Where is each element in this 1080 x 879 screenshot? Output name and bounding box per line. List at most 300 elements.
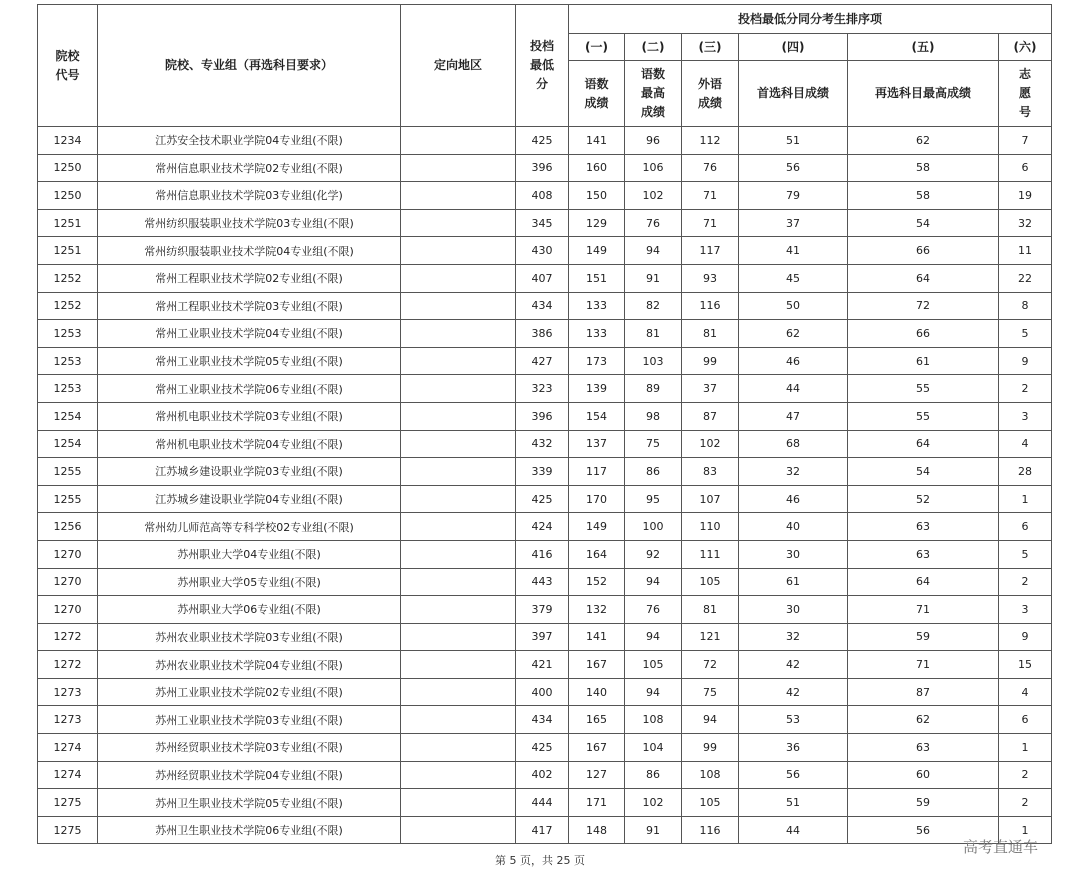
foreign-language-score-cell: 37 bbox=[682, 375, 739, 403]
choice-number-cell: 6 bbox=[999, 513, 1052, 541]
min-score-cell: 323 bbox=[516, 375, 569, 403]
region-cell bbox=[401, 734, 516, 762]
first-subject-score-cell: 44 bbox=[739, 375, 848, 403]
region-cell bbox=[401, 789, 516, 817]
first-subject-score-cell: 46 bbox=[739, 485, 848, 513]
first-subject-score-cell: 46 bbox=[739, 347, 848, 375]
choice-number-cell: 19 bbox=[999, 182, 1052, 210]
choice-number-cell: 28 bbox=[999, 458, 1052, 486]
foreign-language-score-cell: 107 bbox=[682, 485, 739, 513]
college-group-cell: 苏州农业职业技术学院03专业组(不限) bbox=[98, 623, 401, 651]
college-group-cell: 苏州农业职业技术学院04专业组(不限) bbox=[98, 651, 401, 679]
region-cell bbox=[401, 237, 516, 265]
chinese-math-max-cell: 98 bbox=[625, 402, 682, 430]
min-score-cell: 427 bbox=[516, 347, 569, 375]
foreign-language-score-cell: 112 bbox=[682, 127, 739, 155]
college-group-cell: 苏州卫生职业技术学院05专业组(不限) bbox=[98, 789, 401, 817]
table-row bbox=[38, 623, 1052, 651]
second-subject-max-cell: 55 bbox=[848, 402, 999, 430]
college-group-cell: 常州工业职业技术学院04专业组(不限) bbox=[98, 320, 401, 348]
chinese-math-max-cell: 96 bbox=[625, 127, 682, 155]
chinese-math-max-cell: 91 bbox=[625, 264, 682, 292]
header-sub-label: 志愿号 bbox=[999, 61, 1052, 127]
min-score-cell: 339 bbox=[516, 458, 569, 486]
chinese-math-score-cell: 151 bbox=[569, 264, 625, 292]
chinese-math-score-cell: 165 bbox=[569, 706, 625, 734]
college-group-cell: 常州纺织服装职业技术学院04专业组(不限) bbox=[98, 237, 401, 265]
college-code-cell: 1274 bbox=[38, 734, 98, 762]
min-score-cell: 417 bbox=[516, 816, 569, 844]
region-cell bbox=[401, 375, 516, 403]
foreign-language-score-cell: 75 bbox=[682, 678, 739, 706]
chinese-math-max-cell: 95 bbox=[625, 485, 682, 513]
college-code-cell: 1272 bbox=[38, 623, 98, 651]
region-cell bbox=[401, 761, 516, 789]
region-cell bbox=[401, 568, 516, 596]
chinese-math-max-cell: 76 bbox=[625, 596, 682, 624]
foreign-language-score-cell: 116 bbox=[682, 292, 739, 320]
table-row bbox=[38, 209, 1052, 237]
college-code-cell: 1255 bbox=[38, 485, 98, 513]
page-number: 第 5 页，共 25 页 bbox=[495, 854, 585, 867]
second-subject-max-cell: 66 bbox=[848, 237, 999, 265]
header-name: 院校、专业组（再选科目要求） bbox=[98, 5, 401, 127]
college-code-cell: 1275 bbox=[38, 816, 98, 844]
first-subject-score-cell: 79 bbox=[739, 182, 848, 210]
choice-number-cell: 32 bbox=[999, 209, 1052, 237]
min-score-cell: 424 bbox=[516, 513, 569, 541]
chinese-math-max-cell: 108 bbox=[625, 706, 682, 734]
college-code-cell: 1270 bbox=[38, 568, 98, 596]
chinese-math-score-cell: 167 bbox=[569, 651, 625, 679]
choice-number-cell: 5 bbox=[999, 540, 1052, 568]
chinese-math-max-cell: 82 bbox=[625, 292, 682, 320]
second-subject-max-cell: 52 bbox=[848, 485, 999, 513]
region-cell bbox=[401, 485, 516, 513]
college-code-cell: 1272 bbox=[38, 651, 98, 679]
table-row bbox=[38, 596, 1052, 624]
college-group-cell: 苏州经贸职业技术学院03专业组(不限) bbox=[98, 734, 401, 762]
choice-number-cell: 4 bbox=[999, 430, 1052, 458]
foreign-language-score-cell: 76 bbox=[682, 154, 739, 182]
first-subject-score-cell: 30 bbox=[739, 540, 848, 568]
chinese-math-max-cell: 102 bbox=[625, 789, 682, 817]
foreign-language-score-cell: 81 bbox=[682, 596, 739, 624]
header-code: 院校代号 bbox=[38, 5, 98, 127]
first-subject-score-cell: 56 bbox=[739, 154, 848, 182]
region-cell bbox=[401, 540, 516, 568]
college-group-cell: 苏州工业职业技术学院02专业组(不限) bbox=[98, 678, 401, 706]
min-score-cell: 408 bbox=[516, 182, 569, 210]
second-subject-max-cell: 63 bbox=[848, 513, 999, 541]
college-group-cell: 常州纺织服装职业技术学院03专业组(不限) bbox=[98, 209, 401, 237]
min-score-cell: 443 bbox=[516, 568, 569, 596]
college-group-cell: 常州幼儿师范高等专科学校02专业组(不限) bbox=[98, 513, 401, 541]
foreign-language-score-cell: 87 bbox=[682, 402, 739, 430]
min-score-cell: 386 bbox=[516, 320, 569, 348]
foreign-language-score-cell: 116 bbox=[682, 816, 739, 844]
table-row bbox=[38, 678, 1052, 706]
choice-number-cell: 8 bbox=[999, 292, 1052, 320]
choice-number-cell: 9 bbox=[999, 623, 1052, 651]
second-subject-max-cell: 59 bbox=[848, 789, 999, 817]
college-group-cell: 苏州职业大学05专业组(不限) bbox=[98, 568, 401, 596]
min-score-cell: 421 bbox=[516, 651, 569, 679]
foreign-language-score-cell: 83 bbox=[682, 458, 739, 486]
region-cell bbox=[401, 623, 516, 651]
second-subject-max-cell: 87 bbox=[848, 678, 999, 706]
chinese-math-score-cell: 160 bbox=[569, 154, 625, 182]
table-row bbox=[38, 264, 1052, 292]
college-code-cell: 1255 bbox=[38, 458, 98, 486]
header-sub-label: 外语成绩 bbox=[682, 61, 739, 127]
header-sub-num: (二) bbox=[625, 34, 682, 61]
choice-number-cell: 1 bbox=[999, 485, 1052, 513]
second-subject-max-cell: 58 bbox=[848, 182, 999, 210]
first-subject-score-cell: 56 bbox=[739, 761, 848, 789]
first-subject-score-cell: 47 bbox=[739, 402, 848, 430]
min-score-cell: 400 bbox=[516, 678, 569, 706]
chinese-math-score-cell: 173 bbox=[569, 347, 625, 375]
chinese-math-max-cell: 81 bbox=[625, 320, 682, 348]
region-cell bbox=[401, 127, 516, 155]
first-subject-score-cell: 42 bbox=[739, 678, 848, 706]
college-code-cell: 1253 bbox=[38, 375, 98, 403]
choice-number-cell: 2 bbox=[999, 375, 1052, 403]
region-cell bbox=[401, 347, 516, 375]
min-score-cell: 396 bbox=[516, 154, 569, 182]
min-score-cell: 402 bbox=[516, 761, 569, 789]
foreign-language-score-cell: 110 bbox=[682, 513, 739, 541]
first-subject-score-cell: 51 bbox=[739, 127, 848, 155]
second-subject-max-cell: 62 bbox=[848, 706, 999, 734]
chinese-math-score-cell: 133 bbox=[569, 292, 625, 320]
region-cell bbox=[401, 816, 516, 844]
region-cell bbox=[401, 292, 516, 320]
college-group-cell: 江苏城乡建设职业学院03专业组(不限) bbox=[98, 458, 401, 486]
college-code-cell: 1273 bbox=[38, 678, 98, 706]
chinese-math-max-cell: 89 bbox=[625, 375, 682, 403]
region-cell bbox=[401, 430, 516, 458]
table-row bbox=[38, 706, 1052, 734]
choice-number-cell: 2 bbox=[999, 789, 1052, 817]
min-score-cell: 379 bbox=[516, 596, 569, 624]
foreign-language-score-cell: 99 bbox=[682, 347, 739, 375]
college-code-cell: 1251 bbox=[38, 209, 98, 237]
second-subject-max-cell: 59 bbox=[848, 623, 999, 651]
foreign-language-score-cell: 117 bbox=[682, 237, 739, 265]
second-subject-max-cell: 61 bbox=[848, 347, 999, 375]
region-cell bbox=[401, 651, 516, 679]
college-group-cell: 苏州经贸职业技术学院04专业组(不限) bbox=[98, 761, 401, 789]
chinese-math-max-cell: 94 bbox=[625, 678, 682, 706]
second-subject-max-cell: 64 bbox=[848, 430, 999, 458]
chinese-math-max-cell: 102 bbox=[625, 182, 682, 210]
first-subject-score-cell: 45 bbox=[739, 264, 848, 292]
second-subject-max-cell: 60 bbox=[848, 761, 999, 789]
min-score-cell: 425 bbox=[516, 734, 569, 762]
chinese-math-max-cell: 94 bbox=[625, 623, 682, 651]
chinese-math-score-cell: 127 bbox=[569, 761, 625, 789]
second-subject-max-cell: 54 bbox=[848, 458, 999, 486]
chinese-math-score-cell: 148 bbox=[569, 816, 625, 844]
chinese-math-max-cell: 92 bbox=[625, 540, 682, 568]
first-subject-score-cell: 44 bbox=[739, 816, 848, 844]
region-cell bbox=[401, 182, 516, 210]
college-code-cell: 1234 bbox=[38, 127, 98, 155]
chinese-math-score-cell: 132 bbox=[569, 596, 625, 624]
header-sub-num: (三) bbox=[682, 34, 739, 61]
foreign-language-score-cell: 102 bbox=[682, 430, 739, 458]
first-subject-score-cell: 40 bbox=[739, 513, 848, 541]
foreign-language-score-cell: 105 bbox=[682, 789, 739, 817]
choice-number-cell: 1 bbox=[999, 734, 1052, 762]
header-sub-num: (五) bbox=[848, 34, 999, 61]
chinese-math-score-cell: 152 bbox=[569, 568, 625, 596]
header-sub-label: 首选科目成绩 bbox=[739, 61, 848, 127]
chinese-math-max-cell: 94 bbox=[625, 237, 682, 265]
choice-number-cell: 1 bbox=[999, 816, 1052, 844]
foreign-language-score-cell: 105 bbox=[682, 568, 739, 596]
table-row bbox=[38, 237, 1052, 265]
chinese-math-max-cell: 106 bbox=[625, 154, 682, 182]
table-row bbox=[38, 816, 1052, 844]
college-code-cell: 1254 bbox=[38, 402, 98, 430]
second-subject-max-cell: 71 bbox=[848, 651, 999, 679]
chinese-math-score-cell: 133 bbox=[569, 320, 625, 348]
chinese-math-score-cell: 139 bbox=[569, 375, 625, 403]
min-score-cell: 416 bbox=[516, 540, 569, 568]
chinese-math-score-cell: 117 bbox=[569, 458, 625, 486]
first-subject-score-cell: 36 bbox=[739, 734, 848, 762]
choice-number-cell: 2 bbox=[999, 761, 1052, 789]
choice-number-cell: 3 bbox=[999, 596, 1052, 624]
min-score-cell: 425 bbox=[516, 127, 569, 155]
first-subject-score-cell: 32 bbox=[739, 458, 848, 486]
foreign-language-score-cell: 99 bbox=[682, 734, 739, 762]
choice-number-cell: 6 bbox=[999, 706, 1052, 734]
second-subject-max-cell: 66 bbox=[848, 320, 999, 348]
college-code-cell: 1253 bbox=[38, 320, 98, 348]
table-row bbox=[38, 568, 1052, 596]
chinese-math-max-cell: 86 bbox=[625, 458, 682, 486]
college-code-cell: 1256 bbox=[38, 513, 98, 541]
chinese-math-score-cell: 129 bbox=[569, 209, 625, 237]
chinese-math-max-cell: 86 bbox=[625, 761, 682, 789]
table-row bbox=[38, 485, 1052, 513]
region-cell bbox=[401, 402, 516, 430]
college-code-cell: 1274 bbox=[38, 761, 98, 789]
chinese-math-score-cell: 171 bbox=[569, 789, 625, 817]
college-code-cell: 1254 bbox=[38, 430, 98, 458]
min-score-cell: 432 bbox=[516, 430, 569, 458]
college-code-cell: 1250 bbox=[38, 182, 98, 210]
header-sub-num: (一) bbox=[569, 34, 625, 61]
second-subject-max-cell: 63 bbox=[848, 540, 999, 568]
choice-number-cell: 6 bbox=[999, 154, 1052, 182]
foreign-language-score-cell: 81 bbox=[682, 320, 739, 348]
second-subject-max-cell: 63 bbox=[848, 734, 999, 762]
second-subject-max-cell: 55 bbox=[848, 375, 999, 403]
second-subject-max-cell: 54 bbox=[848, 209, 999, 237]
second-subject-max-cell: 72 bbox=[848, 292, 999, 320]
table-row bbox=[38, 458, 1052, 486]
first-subject-score-cell: 41 bbox=[739, 237, 848, 265]
college-code-cell: 1275 bbox=[38, 789, 98, 817]
second-subject-max-cell: 64 bbox=[848, 264, 999, 292]
college-group-cell: 常州信息职业技术学院03专业组(化学) bbox=[98, 182, 401, 210]
choice-number-cell: 7 bbox=[999, 127, 1052, 155]
second-subject-max-cell: 71 bbox=[848, 596, 999, 624]
chinese-math-max-cell: 104 bbox=[625, 734, 682, 762]
second-subject-max-cell: 62 bbox=[848, 127, 999, 155]
foreign-language-score-cell: 121 bbox=[682, 623, 739, 651]
chinese-math-score-cell: 141 bbox=[569, 623, 625, 651]
college-group-cell: 苏州工业职业技术学院03专业组(不限) bbox=[98, 706, 401, 734]
header-region: 定向地区 bbox=[401, 5, 516, 127]
choice-number-cell: 15 bbox=[999, 651, 1052, 679]
header-min-score: 投档最低分 bbox=[516, 5, 569, 127]
region-cell bbox=[401, 458, 516, 486]
foreign-language-score-cell: 71 bbox=[682, 182, 739, 210]
table-row bbox=[38, 182, 1052, 210]
region-cell bbox=[401, 264, 516, 292]
chinese-math-score-cell: 140 bbox=[569, 678, 625, 706]
choice-number-cell: 22 bbox=[999, 264, 1052, 292]
table-row bbox=[38, 513, 1052, 541]
foreign-language-score-cell: 94 bbox=[682, 706, 739, 734]
min-score-cell: 444 bbox=[516, 789, 569, 817]
college-group-cell: 苏州卫生职业技术学院06专业组(不限) bbox=[98, 816, 401, 844]
region-cell bbox=[401, 678, 516, 706]
first-subject-score-cell: 53 bbox=[739, 706, 848, 734]
table-row bbox=[38, 320, 1052, 348]
chinese-math-score-cell: 141 bbox=[569, 127, 625, 155]
college-code-cell: 1252 bbox=[38, 292, 98, 320]
min-score-cell: 345 bbox=[516, 209, 569, 237]
college-code-cell: 1270 bbox=[38, 540, 98, 568]
chinese-math-max-cell: 105 bbox=[625, 651, 682, 679]
table-body bbox=[38, 127, 1052, 844]
chinese-math-max-cell: 75 bbox=[625, 430, 682, 458]
table-row bbox=[38, 402, 1052, 430]
first-subject-score-cell: 62 bbox=[739, 320, 848, 348]
header-sub-num: (四) bbox=[739, 34, 848, 61]
chinese-math-max-cell: 100 bbox=[625, 513, 682, 541]
min-score-cell: 434 bbox=[516, 706, 569, 734]
choice-number-cell: 4 bbox=[999, 678, 1052, 706]
college-group-cell: 常州工业职业技术学院06专业组(不限) bbox=[98, 375, 401, 403]
college-code-cell: 1252 bbox=[38, 264, 98, 292]
foreign-language-score-cell: 93 bbox=[682, 264, 739, 292]
min-score-cell: 396 bbox=[516, 402, 569, 430]
college-group-cell: 常州工程职业技术学院03专业组(不限) bbox=[98, 292, 401, 320]
chinese-math-max-cell: 91 bbox=[625, 816, 682, 844]
header-sub-label: 语数成绩 bbox=[569, 61, 625, 127]
college-group-cell: 常州信息职业技术学院02专业组(不限) bbox=[98, 154, 401, 182]
choice-number-cell: 2 bbox=[999, 568, 1052, 596]
region-cell bbox=[401, 320, 516, 348]
table-row bbox=[38, 127, 1052, 155]
college-code-cell: 1270 bbox=[38, 596, 98, 624]
choice-number-cell: 3 bbox=[999, 402, 1052, 430]
header-sub-num: (六) bbox=[999, 34, 1052, 61]
college-group-cell: 江苏城乡建设职业学院04专业组(不限) bbox=[98, 485, 401, 513]
college-code-cell: 1251 bbox=[38, 237, 98, 265]
chinese-math-score-cell: 149 bbox=[569, 237, 625, 265]
college-group-cell: 江苏安全技术职业学院04专业组(不限) bbox=[98, 127, 401, 155]
choice-number-cell: 11 bbox=[999, 237, 1052, 265]
college-group-cell: 常州机电职业技术学院03专业组(不限) bbox=[98, 402, 401, 430]
table-row bbox=[38, 292, 1052, 320]
foreign-language-score-cell: 71 bbox=[682, 209, 739, 237]
second-subject-max-cell: 56 bbox=[848, 816, 999, 844]
table-row bbox=[38, 651, 1052, 679]
region-cell bbox=[401, 209, 516, 237]
chinese-math-max-cell: 94 bbox=[625, 568, 682, 596]
min-score-cell: 397 bbox=[516, 623, 569, 651]
header-sub-label: 语数最高成绩 bbox=[625, 61, 682, 127]
table-row bbox=[38, 540, 1052, 568]
chinese-math-score-cell: 170 bbox=[569, 485, 625, 513]
region-cell bbox=[401, 596, 516, 624]
region-cell bbox=[401, 154, 516, 182]
region-cell bbox=[401, 513, 516, 541]
table-row bbox=[38, 789, 1052, 817]
college-code-cell: 1253 bbox=[38, 347, 98, 375]
chinese-math-score-cell: 137 bbox=[569, 430, 625, 458]
table-row bbox=[38, 347, 1052, 375]
chinese-math-max-cell: 76 bbox=[625, 209, 682, 237]
table-row bbox=[38, 761, 1052, 789]
college-group-cell: 苏州职业大学04专业组(不限) bbox=[98, 540, 401, 568]
choice-number-cell: 9 bbox=[999, 347, 1052, 375]
chinese-math-score-cell: 150 bbox=[569, 182, 625, 210]
table-row bbox=[38, 734, 1052, 762]
college-code-cell: 1273 bbox=[38, 706, 98, 734]
header-tiebreak-group: 投档最低分同分考生排序项 bbox=[569, 5, 1052, 34]
college-group-cell: 常州机电职业技术学院04专业组(不限) bbox=[98, 430, 401, 458]
first-subject-score-cell: 30 bbox=[739, 596, 848, 624]
first-subject-score-cell: 50 bbox=[739, 292, 848, 320]
min-score-cell: 430 bbox=[516, 237, 569, 265]
chinese-math-score-cell: 149 bbox=[569, 513, 625, 541]
chinese-math-max-cell: 103 bbox=[625, 347, 682, 375]
foreign-language-score-cell: 108 bbox=[682, 761, 739, 789]
table-row bbox=[38, 375, 1052, 403]
chinese-math-score-cell: 164 bbox=[569, 540, 625, 568]
college-group-cell: 常州工程职业技术学院02专业组(不限) bbox=[98, 264, 401, 292]
second-subject-max-cell: 64 bbox=[848, 568, 999, 596]
first-subject-score-cell: 68 bbox=[739, 430, 848, 458]
min-score-cell: 407 bbox=[516, 264, 569, 292]
first-subject-score-cell: 32 bbox=[739, 623, 848, 651]
table-row bbox=[38, 154, 1052, 182]
min-score-cell: 425 bbox=[516, 485, 569, 513]
min-score-cell: 434 bbox=[516, 292, 569, 320]
first-subject-score-cell: 42 bbox=[739, 651, 848, 679]
college-group-cell: 常州工业职业技术学院05专业组(不限) bbox=[98, 347, 401, 375]
watermark: 高考直通车 bbox=[963, 838, 1039, 856]
foreign-language-score-cell: 72 bbox=[682, 651, 739, 679]
foreign-language-score-cell: 111 bbox=[682, 540, 739, 568]
chinese-math-score-cell: 167 bbox=[569, 734, 625, 762]
first-subject-score-cell: 51 bbox=[739, 789, 848, 817]
college-group-cell: 苏州职业大学06专业组(不限) bbox=[98, 596, 401, 624]
first-subject-score-cell: 37 bbox=[739, 209, 848, 237]
header-sub-label: 再选科目最高成绩 bbox=[848, 61, 999, 127]
admission-score-table bbox=[37, 4, 1052, 844]
